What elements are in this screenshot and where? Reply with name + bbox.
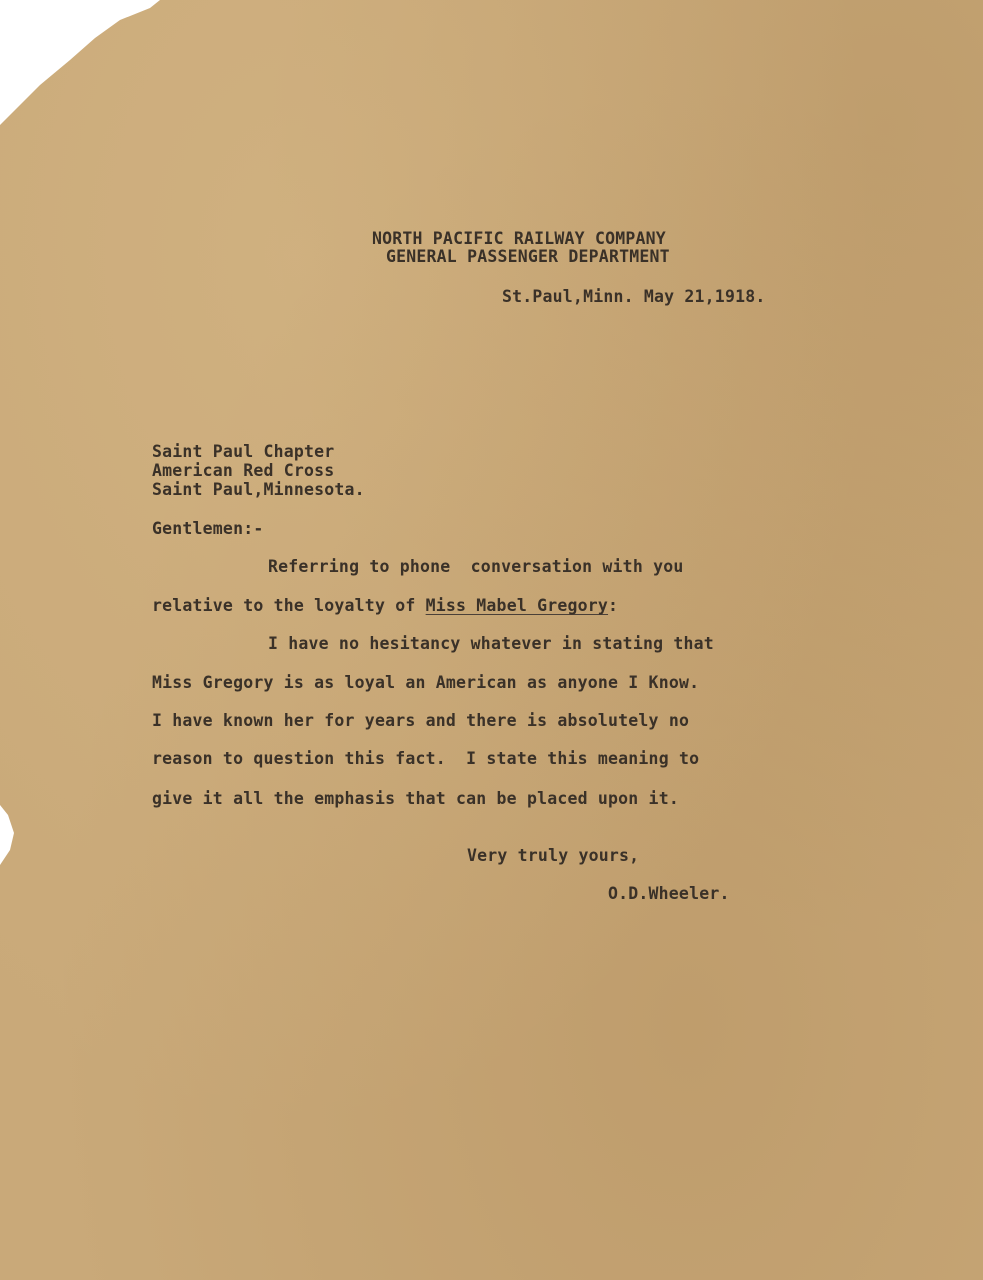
salutation: Gentlemen:- bbox=[152, 519, 264, 538]
recipient-line-3: Saint Paul,Minnesota. bbox=[152, 480, 365, 499]
body-text: relative to the loyalty of bbox=[152, 596, 426, 615]
body-line: give it all the emphasis that can be placed upon it. bbox=[152, 789, 679, 808]
body-line: I have known her for years and there is absolutely no bbox=[152, 711, 690, 730]
body-line: Miss Gregory is as loyal an American as anyone I Know. bbox=[152, 673, 700, 692]
letterhead-department: GENERAL PASSENGER DEPARTMENT bbox=[386, 247, 670, 266]
body-line bbox=[152, 596, 618, 616]
dateline: St.Paul,Minn. May 21,1918. bbox=[502, 287, 766, 306]
body-line: I have no hesitancy whatever in stating that bbox=[268, 634, 714, 653]
body-text: : bbox=[608, 596, 619, 615]
recipient-line-2: American Red Cross bbox=[152, 461, 335, 480]
signature: O.D.Wheeler. bbox=[608, 884, 730, 903]
recipient-line-1: Saint Paul Chapter bbox=[152, 442, 335, 461]
underlined-name: Miss Mabel Gregory bbox=[425, 596, 609, 615]
torn-corner bbox=[0, 0, 170, 130]
edge-notch bbox=[0, 805, 18, 865]
body-line: Referring to phone conversation with you bbox=[268, 557, 684, 576]
closing: Very truly yours, bbox=[467, 846, 640, 865]
letterhead-company: NORTH PACIFIC RAILWAY COMPANY bbox=[372, 229, 666, 248]
body-line: reason to question this fact. I state this meaning to bbox=[152, 749, 700, 768]
